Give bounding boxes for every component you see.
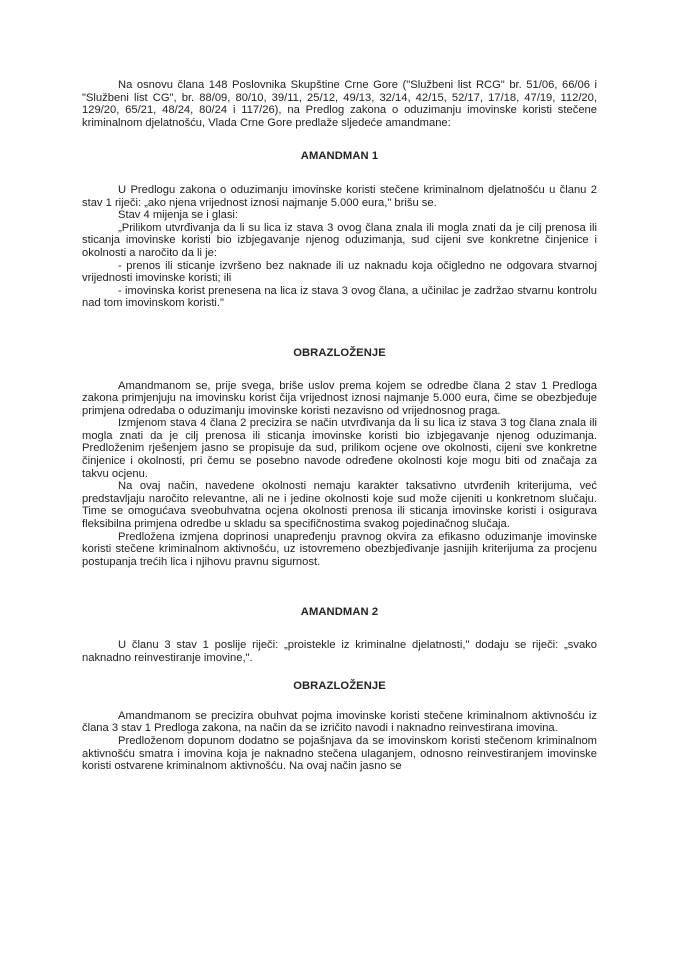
explanation-1-paragraph: Predložena izmjena doprinosi unapređenju pravnog okvira za efikasno oduzimanje imovinske koristi stečene kriminalnom aktivnošću, uz istovremeno obezbjeđivanje jasnijih kriterijuma za procjenu postupanja trećih lica i njihovu pravnu sigurnost. [82,530,597,568]
explanation-2-paragraph: Predloženom dopunom dodatno se pojašnjava da se imovinskom koristi stečenom kriminalnom aktivnošću smatra i imovina koja je naknadno stečena ulaganjem, odnosno reinvestiranjem imovinske koristi ostvarene kriminalnom aktivnošću. Na ovaj način jasno se [82,734,597,773]
amendment-1-paragraph: - imovinska korist prenesena na lica iz stava 3 ovog člana, a učinilac je zadržao stvarnu kontrolu nad tom imovinskom koristi." [82,284,597,310]
explanation-1-paragraph: Na ovaj način, navedene okolnosti nemaju karakter taksativno utvrđenih kriterijuma, već predstavljaju naročito relevantne, ali ne i jedine okolnosti koje sud može cijeniti u konkretnom slučaju. Time se omogućava sveobuhvatna ocjena okolnosti prenosa ili sticanja imovinske koristi i osigurava fleksibilna primjena odredbe u skladu sa specifičnostima svakog pojedinačnog slučaja. [82,480,597,531]
amendment-1-body [82,184,597,310]
explanation-1-paragraph: Izmjenom stava 4 člana 2 precizira se način utvrđivanja da li su lica iz stava 3 tog člana znala ili mogla znati da je cilj prenosa ili sticanja imovinske koristi bio izbjegavanje njenog oduzimanja. Predloženim rješenjem jasno se propisuje da sud, prilikom ocjene ove okolnosti, cijeni sve konkretne činjenice i okolnosti, pri čemu se posebno navode određene okolnosti koje mogu biti od značaja za takvu ocjenu. [82,417,597,480]
amendment-1-paragraph: U Predlogu zakona o oduzimanju imovinske koristi stečene kriminalnom djelatnošću u članu 2 stav 1 riječi: „ako njena vrijednost iznosi najmanje 5.000 eura," brišu se. [82,183,597,209]
intro-paragraph: Na osnovu člana 148 Poslovnika Skupštine Crne Gore ("Službeni list RCG" br. 51/06, 66/06 i "Službeni list CG", br. 88/09, 80/10, 39/11, 25/12, 49/13, 32/14, 42/15, 52/17, 17/18, 47/19, 112/20, 129/20, 65/21, 48/24, 80/24 i 117/26), na Predlog zakona o oduzimanju imovinske koristi stečene kriminalnom djelatnošću, Vlada Crne Gore predlaže sljedeće amandmane: [82,79,597,129]
explanation-2-heading: OBRAZLOŽENJE [293,680,386,693]
amendment-1-paragraph: „Prilikom utvrđivanja da li su lica iz stava 3 ovog člana znala ili mogla znati da je cilj prenosa ili sticanja imovinske koristi bio izbjegavanje njenog oduzimanja, sud cijeni sve konkretne činjenice i okolnosti a naročito da li je: [82,221,597,259]
explanation-2-paragraph: Amandmanom se precizira obuhvat pojma imovinske koristi stečene kriminalnom aktivnošću iz člana 3 stav 1 Predloga zakona, na način da se izričito navodi i naknadno reinvestirana imovina. [82,709,597,735]
explanation-1-body [82,380,597,569]
amendment-2-paragraph: U članu 3 stav 1 poslije riječi: „proistekle iz kriminalne djelatnosti," dodaju se riječi: „svako naknadno reinvestiranje imovine,". [82,639,597,664]
explanation-1-paragraph: Amandmanom se, prije svega, briše uslov prema kojem se odredbe člana 2 stav 1 Predloga zakona primjenjuju na imovinsku korist čija vrijednost iznosi najmanje 5.000 eura, čime se obezbjeđuje primjena odredaba o oduzimanju imovinske koristi nezavisno od vrijednosnog praga. [82,379,597,417]
explanation-2-body [82,710,597,773]
amendment-1-heading: AMANDMAN 1 [300,150,379,163]
amendment-2-heading: AMANDMAN 2 [300,606,379,619]
explanation-1-heading: OBRAZLOŽENJE [293,346,386,359]
amendment-1-paragraph: - prenos ili sticanje izvršeno bez naknade ili uz naknadu koja očigledno ne odgovara stvarnoj vrijednosti imovinske koristi; ili [82,259,597,285]
amendment-2-body [82,639,597,664]
amendment-1-paragraph: Stav 4 mijenja se i glasi: [118,209,239,222]
document-body [82,79,597,773]
